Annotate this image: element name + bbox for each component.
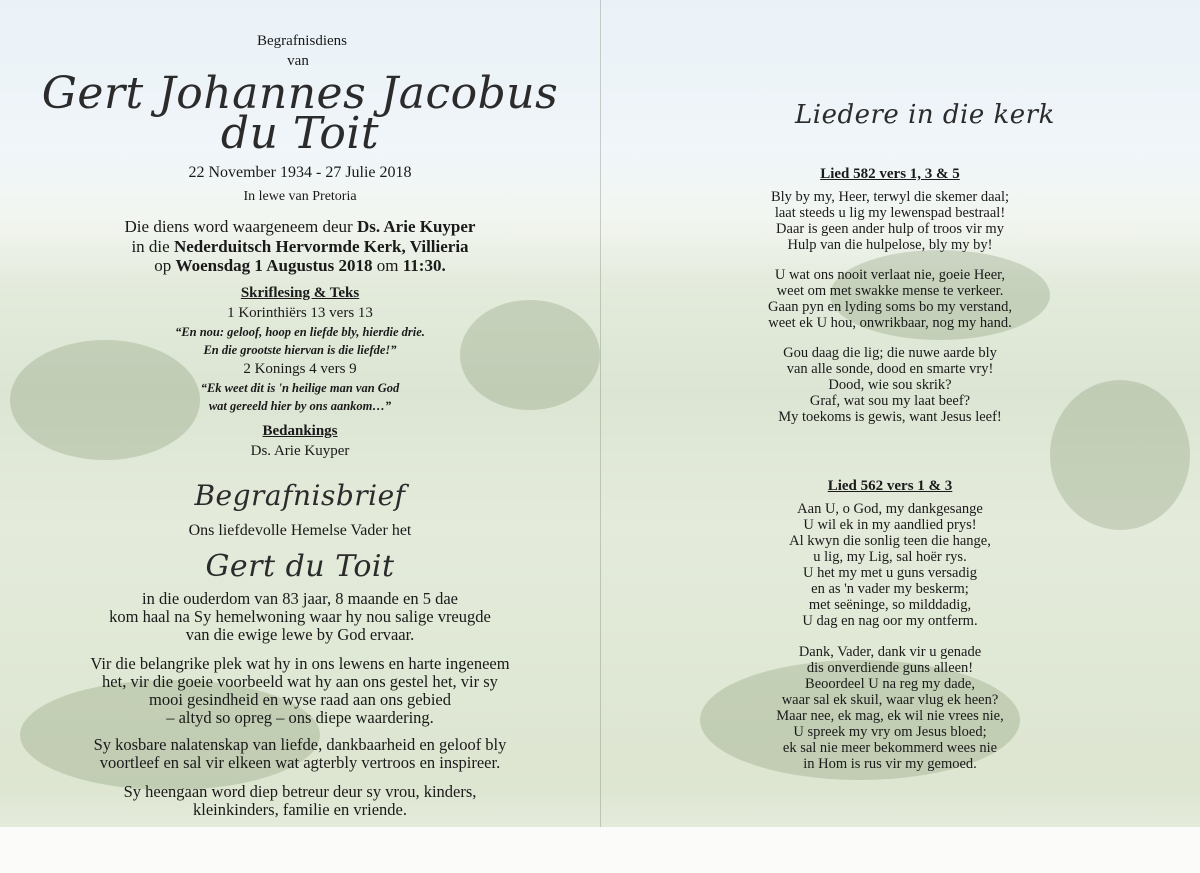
deceased-name-line2: du Toit (220, 108, 380, 159)
hymn-1-line: Bly by my, Heer, terwyl die skemer daal; (770, 189, 1010, 205)
hymn-1-line: U wat ons nooit verlaat nie, goeie Heer, (774, 267, 1006, 283)
hymn-2-line: Maar nee, ek mag, ek wil nie vrees nie, (776, 708, 1004, 724)
hymn-1-line: Hulp van die hulpelose, bly my by! (787, 237, 993, 253)
reading-2-quote-line: wat gereeld hier by ons aankom…” (208, 399, 392, 413)
reading-2-reference: 2 Konings 4 vers 9 (243, 361, 357, 377)
deceased-name-line1: Gert Johannes Jacobus (41, 68, 559, 119)
letter-paragraph-2-line: – altyd so opreg – ons diepe waardering. (166, 708, 434, 727)
hymn-1-line: van alle sonde, dood en smarte vry! (786, 361, 994, 377)
reading-heading: Skriflesing & Teks (240, 285, 360, 301)
van-label: van (287, 53, 309, 69)
letter-paragraph-2-line: mooi gesindheid en wyse raad aan ons gebied (149, 690, 451, 709)
letter-paragraph-1-line: van die ewige lewe by God ervaar. (185, 625, 415, 644)
reading-2-quote-line: “Ek weet dit is 'n heilige man van God (200, 381, 400, 395)
hymn-1-line: weet om met swakke mense te verkeer. (776, 283, 1004, 299)
right-panel (600, 0, 1200, 827)
letter-intro: Ons liefdevolle Hemelse Vader het (188, 522, 412, 539)
letter-name: Gert du Toit (205, 549, 395, 584)
letter-paragraph-1-line: kom haal na Sy hemelwoning waar hy nou salige vreugde (109, 607, 491, 626)
hymn-2-heading: Lied 562 vers 1 & 3 (827, 478, 953, 494)
hymn-1-line: Gou daag die lig; die nuwe aarde bly (783, 345, 997, 361)
thanks-name: Ds. Arie Kuyper (250, 443, 350, 459)
hymn-2-line: Al kwyn die sonlig teen die hange, (789, 533, 991, 549)
hymn-1-line: laat steeds u lig my lewenspad bestraal! (774, 205, 1006, 221)
letter-paragraph-2-line: het, vir die goeie voorbeeld wat hy aan ons gestel het, vir sy (102, 672, 498, 691)
letter-title: Begrafnisbrief (194, 479, 406, 512)
hymn-2-line: U spreek my vry om Jesus bloed; (793, 724, 987, 740)
letter-paragraph-4-line: Sy heengaan word diep betreur deur sy vrou, kinders, (123, 782, 477, 801)
hymn-2-line: U dag en nag oor my ontferm. (802, 613, 978, 629)
reading-1-reference: 1 Korinthiërs 13 vers 13 (227, 305, 373, 321)
hymn-1-line: weet ek U hou, onwrikbaar, nog my hand. (768, 315, 1012, 331)
service-line-3: op Woensdag 1 Augustus 2018 om 11:30. (154, 256, 446, 275)
hymn-2-line: Dank, Vader, dank vir u genade (798, 644, 982, 660)
life-dates: 22 November 1934 - 27 Julie 2018 (188, 164, 412, 181)
hymn-1-line: Gaan pyn en lyding soms bo my verstand, (767, 299, 1013, 315)
thanks-heading: Bedankings (262, 423, 338, 439)
residence: In lewe van Pretoria (243, 189, 357, 204)
hymn-1-line: My toekoms is gewis, want Jesus leef! (778, 409, 1002, 425)
hymn-2-line: Beoordeel U na reg my dade, (805, 676, 975, 692)
service-title: Begrafnisdiens (257, 33, 347, 49)
service-line-2: in die Nederduitsch Hervormde Kerk, Villieria (131, 237, 469, 256)
letter-paragraph-3-line: Sy kosbare nalatenskap van liefde, dankbaarheid en geloof bly (93, 735, 507, 754)
hymn-2-line: waar sal ek skuil, waar vlug ek heen? (781, 692, 999, 708)
hymn-1-line: Graf, wat sou my laat beef? (809, 393, 971, 409)
left-panel (0, 0, 600, 827)
reading-1-quote-line: En die grootste hiervan is die liefde!” (203, 343, 397, 357)
hymn-2-line: Aan U, o God, my dankgesange (797, 501, 983, 517)
hymn-2-line: in Hom is rus vir my gemoed. (803, 756, 977, 772)
reading-1-quote-line: “En nou: geloof, hoop en liefde bly, hierdie drie. (175, 325, 425, 339)
hymn-1-line: Daar is geen ander hulp of troos vir my (776, 221, 1004, 237)
letter-paragraph-1-line: in die ouderdom van 83 jaar, 8 maande en 5 dae (142, 589, 458, 608)
letter-paragraph-2-line: Vir die belangrike plek wat hy in ons lewens en harte ingeneem (90, 654, 510, 673)
hymn-2-line: dis onverdiende guns alleen! (806, 660, 974, 676)
hymn-1-heading: Lied 582 vers 1, 3 & 5 (820, 166, 960, 182)
hymn-2-line: u lig, my Lig, sal hoër rys. (813, 549, 967, 565)
hymn-2-line: en as 'n vader my beskerm; (811, 581, 969, 597)
letter-paragraph-4-line: kleinkinders, familie en vriende. (193, 800, 407, 819)
service-line-1: Die diens word waargeneem deur Ds. Arie Kuyper (124, 217, 476, 236)
hymn-2-line: met seëninge, so milddadig, (808, 597, 972, 613)
hymn-2-line: U wil ek in my aandlied prys! (803, 517, 977, 533)
hymn-1-line: Dood, wie sou skrik? (828, 377, 952, 393)
hymns-title: Liedere in die kerk (795, 100, 1055, 130)
letter-paragraph-3-line: voortleef en sal vir elkeen wat agterbly vertroos en inspireer. (99, 753, 501, 772)
hymn-2-line: ek sal nie meer bekommerd wees nie (782, 740, 998, 756)
hymn-2-line: U het my met u guns versadig (803, 565, 977, 581)
